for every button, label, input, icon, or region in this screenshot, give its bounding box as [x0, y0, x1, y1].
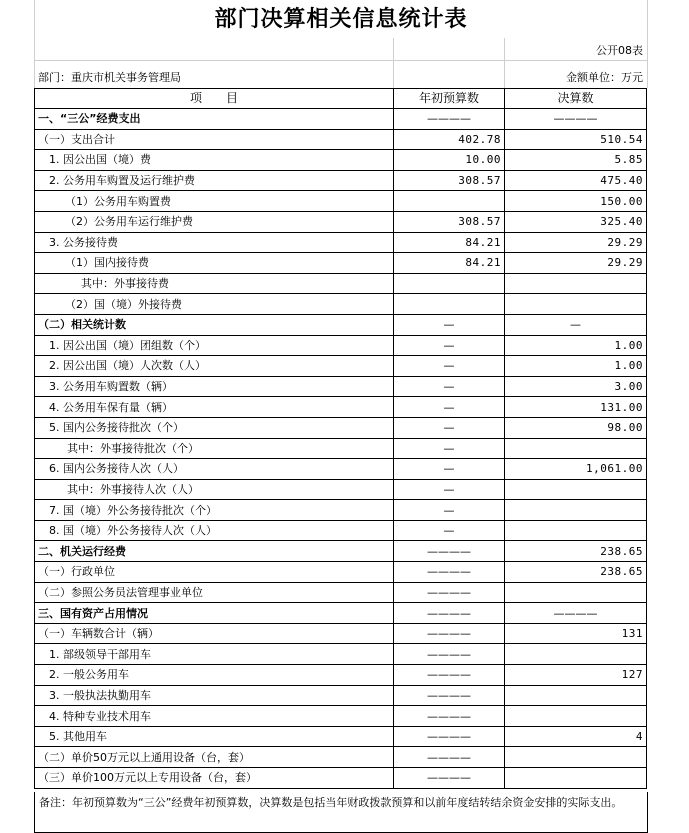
row-item: 3. 公务接待费 [35, 232, 394, 253]
row-item: 三、国有资产占用情况 [35, 603, 394, 624]
row-final [505, 582, 647, 603]
row-budget: — [394, 376, 505, 397]
row-final: 238.65 [505, 562, 647, 583]
row-final: 238.65 [505, 541, 647, 562]
row-final: 29.29 [505, 253, 647, 274]
row-final: 131.00 [505, 397, 647, 418]
table-row [35, 109, 647, 130]
row-item: （二）相关统计数 [35, 314, 394, 335]
row-budget: — [394, 417, 505, 438]
row-budget [394, 191, 505, 212]
row-budget: ———— [394, 747, 505, 768]
grid-line [393, 38, 394, 88]
table-row [35, 170, 647, 191]
row-budget: — [394, 438, 505, 459]
table-row [35, 335, 647, 356]
row-final [505, 685, 647, 706]
table-header-row [35, 89, 647, 109]
header-final: 决算数 [505, 89, 647, 109]
row-final: ———— [505, 109, 647, 130]
row-item: 1. 部级领导干部用车 [35, 644, 394, 665]
row-item: 其中：外事接待批次（个） [35, 438, 394, 459]
row-final: 475.40 [505, 170, 647, 191]
table-row [35, 273, 647, 294]
row-final [505, 273, 647, 294]
row-item: 其中：外事接待费 [35, 273, 394, 294]
row-budget: ———— [394, 768, 505, 789]
row-budget: — [394, 479, 505, 500]
row-budget: ———— [394, 706, 505, 727]
row-item: 1. 因公出国（境）费 [35, 150, 394, 171]
row-final [505, 500, 647, 521]
table-row [35, 356, 647, 377]
table-row [35, 129, 647, 150]
row-final: 1.00 [505, 356, 647, 377]
row-item: （一）支出合计 [35, 129, 394, 150]
table-row [35, 747, 647, 768]
row-budget: 402.78 [394, 129, 505, 150]
table-row [35, 211, 647, 232]
table-row [35, 726, 647, 747]
row-final: 29.29 [505, 232, 647, 253]
row-final: 1.00 [505, 335, 647, 356]
row-budget: 308.57 [394, 211, 505, 232]
row-item: （2）公务用车运行维护费 [35, 211, 394, 232]
row-budget: ———— [394, 685, 505, 706]
row-final [505, 438, 647, 459]
table-row [35, 150, 647, 171]
row-budget: ———— [394, 562, 505, 583]
row-budget: ———— [394, 726, 505, 747]
row-budget: ———— [394, 582, 505, 603]
row-final: 1,061.00 [505, 459, 647, 480]
row-budget: ———— [394, 644, 505, 665]
table-row [35, 644, 647, 665]
form-code-row [34, 38, 648, 60]
row-budget: 84.21 [394, 253, 505, 274]
table-row [35, 232, 647, 253]
row-item: （2）国（境）外接待费 [35, 294, 394, 315]
row-budget: 84.21 [394, 232, 505, 253]
footnote: 备注：年初预算数为“三公”经费年初预算数，决算数是包括当年财政拨款预算和以前年度结转结余资金安排的实际支出。 [34, 792, 648, 833]
row-budget: ———— [394, 623, 505, 644]
row-item: 3. 一般执法执勤用车 [35, 685, 394, 706]
table-row [35, 479, 647, 500]
table-row [35, 541, 647, 562]
row-budget: 10.00 [394, 150, 505, 171]
row-budget [394, 294, 505, 315]
table-row [35, 397, 647, 418]
header-item: 项 目 [35, 89, 394, 109]
row-final [505, 768, 647, 789]
row-budget [394, 273, 505, 294]
row-budget: — [394, 335, 505, 356]
row-final: 325.40 [505, 211, 647, 232]
row-item: 3. 公务用车购置数（辆） [35, 376, 394, 397]
department-row [34, 60, 648, 88]
row-final [505, 479, 647, 500]
report-title: 部门决算相关信息统计表 [34, 0, 648, 38]
table-row [35, 294, 647, 315]
row-budget: ———— [394, 109, 505, 130]
table-row [35, 376, 647, 397]
form-code: 公开08表 [596, 44, 643, 57]
row-item: 4. 特种专业技术用车 [35, 706, 394, 727]
table-row [35, 253, 647, 274]
table-row [35, 417, 647, 438]
table-row [35, 623, 647, 644]
row-final [505, 294, 647, 315]
row-item: （一）行政单位 [35, 562, 394, 583]
row-item: 2. 一般公务用车 [35, 665, 394, 686]
row-budget: ———— [394, 603, 505, 624]
row-final: 150.00 [505, 191, 647, 212]
row-budget: — [394, 520, 505, 541]
row-item: 5. 国内公务接待批次（个） [35, 417, 394, 438]
row-budget: 308.57 [394, 170, 505, 191]
table-row [35, 665, 647, 686]
row-item: 2. 因公出国（境）人次数（人） [35, 356, 394, 377]
row-item: （三）单价100万元以上专用设备（台，套） [35, 768, 394, 789]
row-item: （一）车辆数合计（辆） [35, 623, 394, 644]
row-item: 6. 国内公务接待人次（人） [35, 459, 394, 480]
statistics-table [34, 88, 647, 789]
row-item: （二）参照公务员法管理事业单位 [35, 582, 394, 603]
table-row [35, 603, 647, 624]
row-final: 3.00 [505, 376, 647, 397]
row-final: ———— [505, 603, 647, 624]
row-final [505, 520, 647, 541]
header-budget: 年初预算数 [394, 89, 505, 109]
table-row [35, 459, 647, 480]
row-budget: ———— [394, 665, 505, 686]
table-row [35, 582, 647, 603]
table-row [35, 520, 647, 541]
row-final: 98.00 [505, 417, 647, 438]
amount-unit: 金额单位：万元 [566, 71, 643, 84]
table-row [35, 768, 647, 789]
row-budget: ———— [394, 541, 505, 562]
row-item: （二）单价50万元以上通用设备（台，套） [35, 747, 394, 768]
row-final [505, 747, 647, 768]
row-budget: — [394, 356, 505, 377]
row-final [505, 644, 647, 665]
row-final: — [505, 314, 647, 335]
department-label: 部门：重庆市机关事务管理局 [38, 71, 181, 84]
row-item: 5. 其他用车 [35, 726, 394, 747]
row-budget: — [394, 314, 505, 335]
row-final: 5.85 [505, 150, 647, 171]
row-item: （1）公务用车购置费 [35, 191, 394, 212]
row-item: 7. 国（境）外公务接待批次（个） [35, 500, 394, 521]
row-item: （1）国内接待费 [35, 253, 394, 274]
row-budget: — [394, 459, 505, 480]
table-row [35, 562, 647, 583]
row-final [505, 706, 647, 727]
grid-line [504, 38, 505, 88]
row-item: 4. 公务用车保有量（辆） [35, 397, 394, 418]
row-final: 131 [505, 623, 647, 644]
row-budget: — [394, 500, 505, 521]
table-row [35, 314, 647, 335]
row-final: 127 [505, 665, 647, 686]
row-item: 1. 因公出国（境）团组数（个） [35, 335, 394, 356]
row-item: 其中：外事接待人次（人） [35, 479, 394, 500]
row-item: 二、机关运行经费 [35, 541, 394, 562]
row-final: 4 [505, 726, 647, 747]
table-row [35, 685, 647, 706]
table-row [35, 438, 647, 459]
row-item: 8. 国（境）外公务接待人次（人） [35, 520, 394, 541]
row-item: 一、“三公”经费支出 [35, 109, 394, 130]
row-budget: — [394, 397, 505, 418]
row-item: 2. 公务用车购置及运行维护费 [35, 170, 394, 191]
row-final: 510.54 [505, 129, 647, 150]
table-row [35, 706, 647, 727]
table-row [35, 500, 647, 521]
table-row [35, 191, 647, 212]
